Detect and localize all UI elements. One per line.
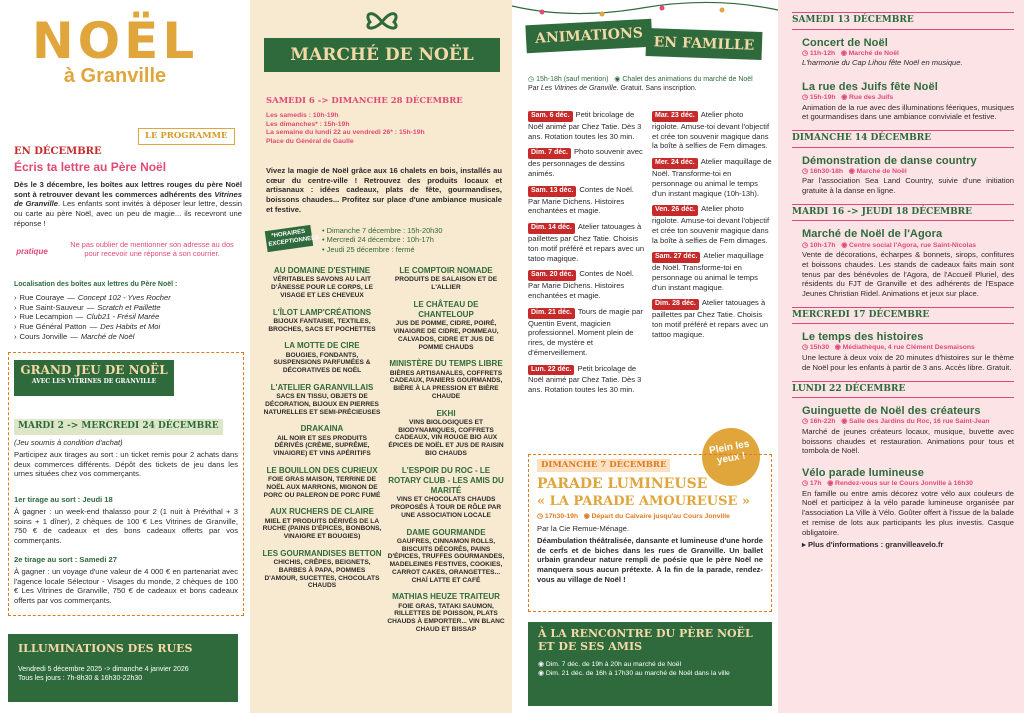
- illuminations-title: ILLUMINATIONS DES RUES: [18, 642, 193, 655]
- box-item: › Rue Général Patton — Des Habits et Moi: [14, 322, 161, 332]
- animation-text: Photo souvenir avec des personnages de dessins animés.: [528, 147, 643, 179]
- stall-desc: BIÈRES ARTISANALES, COFFRETS CADEAUX, PANIERS GOURMANDS, BIÈRE À LA PRESSION ET BIÈRE CHAUDE: [389, 369, 503, 400]
- info-by-pre: Par: [528, 84, 539, 92]
- info-by-italic: Les Vitrines de Granville: [540, 84, 617, 92]
- stall: [386, 466, 506, 520]
- stall-name: MINISTÈRE DU TEMPS LIBRE: [389, 359, 503, 369]
- marche-title: MARCHÉ DE NOËL: [290, 45, 474, 65]
- clock-icon: ◷: [537, 513, 543, 521]
- animation-text: Atelier photo rigolote. Amuse-toi devant l'objectif et crée ton souvenir magique dans la boîte à selfies de Fem dimages.: [652, 204, 770, 245]
- parade-place: Départ du Calvaire jusqu'au Cours Jonville: [591, 513, 730, 521]
- day-lun22: LUNDI 22 DÉCEMBRE: [792, 381, 1014, 399]
- box-item: › Rue Lecampion — Club21 - Frésil Marée: [14, 312, 160, 322]
- box-street: Rue Général Patton: [19, 322, 87, 332]
- jeu-dates: MARDI 2 -> MERCREDI 24 DÉCEMBRE: [14, 419, 223, 435]
- parade-date: DIMANCHE 7 DÉCEMBRE: [537, 459, 670, 472]
- illuminations-box: [8, 634, 238, 702]
- event-time: 16h-22h: [809, 418, 836, 426]
- programme-tag: LE PROGRAMME: [138, 128, 235, 145]
- event-meta: [802, 50, 1014, 59]
- schedule-item: Les samedis : 10h-19h: [266, 112, 339, 119]
- date-badge: Dim. 28 déc.: [652, 299, 699, 310]
- animation-text: Petit bricolage de Noël animé par Chez Tatie. Dès 3 ans. Rotation toutes les 30 min.: [528, 363, 642, 395]
- event-meta: [802, 344, 1014, 353]
- event-meta: [802, 480, 1014, 489]
- animations-banner-2: [646, 28, 763, 60]
- stall: [386, 409, 506, 458]
- box-street: Rue Saint-Sauveur: [19, 302, 84, 312]
- animation-item: [652, 298, 772, 339]
- box-shop: Des Habits et Moi: [100, 322, 161, 332]
- event-time: 11h-12h: [809, 49, 836, 57]
- pratique-badge: [12, 240, 52, 266]
- horaire-text: Mercredi 24 décembre : 10h-17h: [326, 235, 434, 245]
- event-title: Vélo parade lumineuse: [802, 466, 924, 479]
- event-title: Démonstration de danse country: [802, 154, 977, 167]
- stall: [386, 266, 506, 292]
- schedule-item: Les dimanches* : 15h-19h: [266, 120, 350, 128]
- animation-text: Atelier tatouages à paillettes par Chez Tatie. Choisis ton motif préféré et repars avec un tatoo magique.: [528, 222, 645, 263]
- horaire-item: • Mercredi 24 décembre : 10h-17h: [322, 235, 434, 245]
- pin-icon: ◉: [583, 513, 590, 521]
- date-badge: Mar. 23 déc.: [652, 111, 698, 122]
- date-badge: Mer. 24 déc.: [652, 158, 698, 169]
- event-meta: [802, 168, 1014, 177]
- horaires-tag: *HORAIRES EXCEPTIONNELS: [265, 225, 314, 253]
- logo-granville: à Granville: [63, 65, 167, 87]
- animation-text: Tours de magie par Quentin Event, magicien professionnel. Moment plein de rires, de mystère et d'émerveillement.: [528, 306, 643, 357]
- date-badge: Lun. 22 déc.: [528, 365, 574, 376]
- box-shop: Concept 102 - Yves Rocher: [77, 293, 171, 302]
- stall: [262, 341, 382, 375]
- stall-desc: BIJOUX FANTAISIE, TEXTILES, BROCHES, SACS ET POCHETTES: [268, 317, 376, 333]
- event-place: Rendez-vous sur le Cours Jonville à 16h30: [835, 480, 973, 488]
- jeu-title: GRAND JEU DE NOËL: [20, 363, 168, 377]
- info-place: Chalet des animations du marché de Noël: [622, 76, 753, 83]
- stalls-right: [386, 266, 506, 634]
- stall-name: L'ESPOIR DU ROC - LE ROTARY CLUB - LES AMIS DU MARITÉ: [388, 465, 504, 496]
- event-text: Animation de la rue avec des illuminations féeriques, musiques et gourmandises dans une ambiance conviviale et festive.: [802, 102, 1014, 122]
- parade-title-2: « LA PARADE AMOUREUSE »: [537, 493, 751, 509]
- pin-icon: ◉: [848, 167, 855, 175]
- pin-icon: ◉: [841, 94, 848, 102]
- pere-noel-box: [528, 622, 772, 706]
- event-title: Marché de Noël de l'Agora: [802, 228, 943, 241]
- logo: [30, 12, 200, 90]
- event-time: 10h-17h: [809, 241, 836, 249]
- stall-desc: AIL NOIR ET SES PRODUITS DÉRIVÉS (CRÈME, SUPRÊME, VINAIGRE) ET VINS APÉRITIFS: [273, 434, 371, 458]
- tirage2-text: À gagner : un voyage d'une valeur de 4 000 € en partenariat avec l'agence locale Sélectour - Visages du monde, 2 chèques de 100 € Les Vitrines de Granville, 750 € de cadeaux et bons cadeaux offerts par vos commerçants.: [14, 567, 238, 606]
- animations-right: [652, 110, 772, 340]
- pin-icon: ◉: [538, 669, 544, 677]
- stall-desc: PRODUITS DE SALAISON ET DE L'ALLIER: [394, 276, 498, 291]
- date-badge: Sam. 13 déc.: [528, 186, 576, 197]
- stall-name: LE CHÂTEAU DE CHANTELOUP: [413, 299, 479, 319]
- animation-item: [528, 185, 646, 216]
- date-badge: Sam. 6 déc.: [528, 111, 573, 122]
- parade-section: [528, 454, 772, 612]
- pin-icon: ◉: [538, 661, 544, 669]
- box-street: Rue Couraye: [19, 293, 65, 302]
- animation-text: Petit bricolage de Noël animé par Chez Tatie. Dès 3 ans. Rotation toutes les 30 min.: [528, 110, 642, 141]
- clock-icon: ◷: [802, 94, 808, 102]
- box-shop: Marché de Noël: [80, 331, 135, 341]
- pin-icon: ◉: [827, 480, 834, 488]
- animation-item: [528, 307, 646, 358]
- logo-noel: NOËL: [31, 12, 199, 70]
- clock-icon: ◷: [802, 344, 808, 352]
- column-intro: [0, 0, 250, 713]
- event-text: Une lecture à deux voix de 20 minutes d'histoires sur le thème de Noël pour les enfants à partir de 3 ans. Accès libre. Gratuit.: [802, 353, 1014, 372]
- animation-text: Contes de Noël. Par Marie Dichens. Histoires enchantées et magie.: [528, 269, 634, 300]
- info-arrow-icon: ▸: [802, 540, 806, 550]
- pin-icon: ◉: [834, 344, 841, 352]
- event-place: Médiathèque, 4 rue Clément Desmaisons: [842, 344, 975, 352]
- pin-icon: ◉: [841, 241, 848, 249]
- event-meta: [802, 418, 1014, 427]
- parade-title-1: PARADE LUMINEUSE: [537, 475, 708, 492]
- pratique-label: pratique: [16, 247, 48, 256]
- stall-name: LE BOUILLON DES CURIEUX: [266, 465, 378, 475]
- stall-desc: VINS ET CHOCOLATS CHAUDS PROPOSÉS À TOUR DE RÔLE PAR UNE ASSOCIATION LOCALE: [390, 496, 502, 519]
- info-by-post: . Gratuit. Sans inscription.: [616, 84, 697, 92]
- event-title: Le temps des histoires: [802, 331, 924, 344]
- date-badge: Dim. 14 déc.: [528, 223, 575, 234]
- stall: [262, 466, 382, 500]
- event-text: Vente de décorations, écharpes & bonnets, sirops, confitures et boissons chaudes. Les stands de cadeaux faits main sont tenus par des bénévoles de l'Agora, de l'Accueil Pluriel, des résidents du FJT de Granville et des adhérents de l'Espace Jeunes Christian Ridel. Animations et jeux sur place.: [802, 250, 1014, 299]
- illuminations-line1: Vendredi 5 décembre 2025 -> dimanche 4 janvier 2026: [18, 666, 189, 674]
- animations-title-1: ANIMATIONS: [534, 25, 644, 47]
- stall-desc: VÉRITABLES SAVONS AU LAIT D'ÂNESSE POUR LE CORPS, LE VISAGE ET LES CHEVEUX: [271, 276, 373, 299]
- stall: [262, 424, 382, 458]
- event-title: Concert de Noël: [802, 36, 888, 49]
- info-time: 15h-18h (sauf mention): [536, 76, 609, 83]
- stall-name: LE COMPTOIR NOMADE: [399, 266, 493, 275]
- box-street: Rue Lecampion: [19, 312, 73, 322]
- animation-item: [528, 269, 646, 300]
- stall: [386, 300, 506, 352]
- illuminations-line2: Tous les jours : 7h-8h30 & 16h30-22h30: [18, 675, 143, 683]
- pratique-text: Ne pas oublier de mentionner son adresse au dos pour recevoir une réponse à son courrier.: [70, 240, 234, 259]
- stall-desc: VINS BIOLOGIQUES ET BIODYNAMIQUES, COFFRETS CADEAUX, VIN ROUGE BIO AUX ÉPICES DE NOËL ET JUS DE RAISIN BIO CHAUDS: [388, 418, 504, 457]
- event-place: Rue des Juifs: [849, 94, 894, 102]
- box-shop: Club21 - Frésil Marée: [86, 312, 160, 322]
- column-events: [778, 0, 1024, 713]
- parade-by: Par la Cie Remue-Ménage.: [537, 524, 630, 534]
- column-animations: [512, 0, 778, 713]
- letter-title: Écris ta lettre au Père Noël: [14, 160, 167, 174]
- stall-desc: SACS EN TISSU, OBJETS DE DÉCORATION, BIJOUX EN PIERRES NATURELLES ET SEMI-PRÉCIEUSES: [263, 393, 381, 416]
- animations-banner-1: [525, 19, 652, 54]
- plus-info[interactable]: [802, 540, 1014, 550]
- stall-name: AUX RUCHERS DE CLAIRE: [269, 507, 374, 517]
- event-place: Marché de Noël: [848, 49, 899, 57]
- stall-desc: CHICHIS, CRÊPES, BEIGNETS, BARBES À PAPA, POMMES D'AMOUR, SUCETTES, CHOCOLATS CHAUDS: [264, 559, 380, 590]
- jeu-banner: [14, 360, 174, 396]
- date-badge: Sam. 20 déc.: [528, 270, 576, 281]
- animation-item: [528, 147, 646, 178]
- schedule-item: Place du Général de Gaulle: [266, 138, 354, 146]
- event-time: 15h-19h: [809, 94, 836, 102]
- animation-item: [652, 204, 772, 245]
- animation-text: Atelier photo rigolote. Amuse-toi devant l'objectif et crée ton souvenir magique dans la boîte à selfies de Fem dimages.: [652, 110, 770, 151]
- day-mer17: MERCREDI 17 DÉCEMBRE: [792, 307, 1014, 325]
- box-item: › Cours Jonville — Marché de Noël: [14, 331, 135, 341]
- pin-icon: ◉: [614, 76, 621, 83]
- date-badge: Dim. 7 déc.: [528, 148, 571, 159]
- column-marche: [250, 0, 512, 713]
- stall-desc: JUS DE POMME, CIDRE, POIRÉ, VINAIGRE DE CIDRE, POMMEAU, CALVADOS, CIDRE ET JUS DE POMME CHAUDS: [393, 320, 499, 351]
- boxes-title: Localisation des boîtes aux lettres du Père Noël :: [14, 281, 178, 288]
- event-time: 17h: [809, 480, 822, 488]
- event-meta: [802, 94, 1014, 103]
- event-meta: [802, 242, 1014, 251]
- animations-info: [528, 76, 776, 94]
- stall-name: AU DOMAINE D'ESTHINE: [273, 266, 371, 275]
- stall-name: DAME GOURMANDE: [406, 527, 486, 537]
- clock-icon: ◷: [802, 480, 808, 488]
- stall-name: MATHIAS HEUZE TRAITEUR: [392, 592, 500, 602]
- date-badge: Ven. 26 déc.: [652, 205, 698, 216]
- event-title: Guinguette de Noël des créateurs: [802, 405, 981, 418]
- marche-dates: SAMEDI 6 -> DIMANCHE 28 DÉCEMBRE: [266, 96, 463, 106]
- event-place: Marché de Noël: [856, 167, 907, 175]
- stall-name: LES GOURMANDISES BETTON: [262, 548, 382, 558]
- jeu-text: Participez aux tirages au sort : un ticket remis pour 2 achats dans deux commerces différents. Dépôt des tickets de jeu dans les urnes situées chez vos commerçants.: [14, 450, 238, 479]
- event-time: 15h30: [809, 344, 830, 352]
- horaire-item: • Dimanche 7 décembre : 15h-20h30: [322, 226, 443, 235]
- stall-name: EKHI: [436, 408, 456, 418]
- animation-item: [652, 157, 772, 198]
- box-street: Cours Jonville: [19, 331, 68, 341]
- event-place: Centre social l'Agora, rue Saint-Nicolas: [849, 241, 977, 249]
- pere-noel-title: À LA RENCONTRE DU PÈRE NOËL ET DE SES AMIS: [538, 627, 753, 653]
- stalls-left: [262, 266, 382, 590]
- pin-icon: ◉: [841, 418, 848, 426]
- box-shop: Scratch et Paillette: [97, 302, 161, 312]
- box-item: › Rue Couraye — Concept 102 - Yves Rocher: [14, 293, 171, 302]
- stall: [262, 383, 382, 417]
- schedule-item: La semaine du lundi 22 au vendredi 26* : 15h-19h: [266, 129, 425, 137]
- letter-text-rest: . Les enfants sont invités à déposer leur lettre, dessin ou carte au père Noël, avec un peu de magie... ils recevront une réponse !: [14, 199, 242, 228]
- event-text: En famille ou entre amis décorez votre vélo aux couleurs de Noël et participez à la vélo parade lumineuse organisée par l'association La Ville à Vélo. Goûter offert à l'issue de la balade et remise de lots aux participants les plus investis. Casque obligatoire.: [802, 488, 1014, 537]
- horaire-text: Jeudi 25 décembre : fermé: [326, 244, 415, 254]
- boxes-list: [14, 293, 244, 342]
- animation-text: Atelier maquillage de Noël. Transforme-toi en personnage ou animal le temps d'un instant magique (10h-13h).: [652, 157, 772, 198]
- animations-left: [528, 110, 646, 395]
- animation-text: Contes de Noël. Par Marie Dichens. Histoires enchantées et magie.: [528, 184, 634, 216]
- jeu-subtitle: AVEC LES VITRINES DE GRANVILLE: [31, 378, 157, 386]
- animation-item: [528, 110, 646, 141]
- animation-item: [528, 222, 646, 263]
- day-mar16: MARDI 16 -> JEUDI 18 DÉCEMBRE: [792, 204, 1014, 222]
- stall: [262, 308, 382, 334]
- horaire-text: Dimanche 7 décembre : 15h-20h30: [326, 226, 443, 235]
- clock-icon: ◷: [528, 76, 535, 83]
- animations-title-2: EN FAMILLE: [653, 34, 755, 54]
- animation-item: [652, 110, 772, 151]
- stall: [262, 507, 382, 541]
- letter-text-bold: Dès le 3 décembre, les boîtes aux lettres rouges du père Noël sont à retrouver devant les commerces adhérents des: [14, 180, 242, 199]
- animation-text: Atelier maquillage de Noël. Transforme-toi en personnage ou animal le temps d'un instant magique.: [652, 251, 764, 292]
- tirage2-title: 2e tirage au sort : Samedi 27: [14, 555, 117, 564]
- box-item: › Rue Saint-Sauveur — Scratch et Paillette: [14, 302, 161, 312]
- letter-text: [14, 180, 242, 229]
- clock-icon: ◷: [802, 241, 808, 249]
- bow-icon: [362, 8, 402, 36]
- pere-noel-l2-text: Dim. 21 déc. de 16h à 17h30 au marché de Noël dans la ville: [545, 669, 730, 677]
- clock-icon: ◷: [802, 49, 808, 57]
- stall-desc: BOUGIES, FONDANTS, SUSPENSIONS PARFUMÉES & DÉCORATIVES DE NOËL: [273, 351, 371, 375]
- event-text: Par l'association Sea Land Country, suivie d'une initiation gratuite à la danse en ligne.: [802, 176, 1014, 196]
- stall-name: LA MOTTE DE CIRE: [284, 341, 360, 351]
- pere-noel-line2: [538, 670, 762, 679]
- clock-icon: ◷: [802, 418, 808, 426]
- event-title: La rue des Juifs fête Noël: [802, 81, 938, 93]
- animation-item: [528, 364, 646, 395]
- marche-banner: [264, 38, 500, 72]
- jeu-condition: (Jeu soumis à condition d'achat): [14, 438, 123, 447]
- clock-icon: ◷: [802, 167, 808, 175]
- stall: [262, 266, 382, 300]
- day-sam13: SAMEDI 13 DÉCEMBRE: [792, 12, 1014, 30]
- stall-name: L'ATELIER GARANVILLAIS: [270, 382, 374, 392]
- stall-name: DRAKAINA: [300, 424, 344, 434]
- date-badge: Dim. 21 déc.: [528, 308, 575, 319]
- event-time: 16h30-18h: [809, 167, 844, 175]
- tirage1-text: À gagner : un week-end thalasso pour 2 (1 nuit à Prévithal + 3 soins + 1 dîner), 2 chèques de 100 € Les Vitrines de Granville, 750 € de cadeaux et des bons cadeaux offerts par vos commerçants.: [14, 507, 238, 546]
- events-wrap: [792, 12, 1014, 550]
- letter-text-italic: Vitrines de Granville: [14, 189, 242, 209]
- stall: [386, 592, 506, 633]
- pere-noel-l1-text: Dim. 7 déc. de 19h à 20h au marché de Noël: [545, 661, 682, 669]
- parade-text: Déambulation théâtralisée, dansante et lumineuse d'une horde de cerfs et de biches dans les rues de Granville. Un ballet urbain grandeur nature rempli de poésie que le père Noël ne manquera sous aucun prétexte. À la fin de la parade, rendez-vous au village de Noël !: [537, 535, 763, 584]
- tirage1-title: 1er tirage au sort : Jeudi 18: [14, 495, 113, 504]
- marche-schedule: [266, 112, 506, 147]
- day-dim14: DIMANCHE 14 DÉCEMBRE: [792, 130, 1014, 148]
- stall-desc: MIEL ET PRODUITS DÉRIVÉS DE LA RUCHE (PAINS D'ÉPICES, BONBONS, VINAIGRE ET BOUGIES): [262, 517, 382, 541]
- animation-item: [652, 251, 772, 292]
- date-badge: Sam. 27 déc.: [652, 252, 700, 263]
- marche-intro: Vivez la magie de Noël grâce aux 16 chalets en bois, installés au cœur du centre-ville ! Retrouvez des produits locaux et artisanaux : idées cadeaux, plats de fête, gourmandises, boissons chaudes... Profitez sur place d'une ambiance musicale et festive.: [266, 166, 502, 214]
- stall: [386, 528, 506, 585]
- stall-desc: GAUFRES, CINNAMON ROLLS, BISCUITS DÉCORÉS, PAINS D'ÉPICES, TRUFFES GOURMANDES, MADELEINES FESTIVES, COOKIES, CARROT CAKES, ORANGETTES... CHAÏ LATTE ET CAFÉ: [387, 537, 505, 584]
- pin-icon: ◉: [840, 49, 847, 57]
- stall: [386, 359, 506, 400]
- stall-desc: FOIE GRAS MAISON, TERRINE DE NOËL AUX MARRONS, MIGNON DE PORC OU PALERON DE PORC FUMÉ: [263, 476, 381, 499]
- plus-info-text: Plus d'informations : granvilleavelo.fr: [807, 540, 944, 550]
- decembre-label: EN DÉCEMBRE: [14, 146, 102, 157]
- pere-noel-line1: [538, 661, 762, 670]
- event-text: L'harmonie du Cap Lihou fête Noël en musique.: [802, 58, 963, 68]
- bubble-text: Plein les yeux !: [708, 438, 751, 467]
- stall: [262, 549, 382, 590]
- horaires-list: [322, 226, 443, 254]
- event-text: Marché de jeunes créateurs locaux, musique, buvette avec boissons chaudes et restauration. Animations pour tous et tombola de Noël.: [802, 426, 1014, 456]
- event-place: Salle des Jardins du Roc, 16 rue Saint-Jean: [849, 418, 990, 426]
- horaire-item: • Jeudi 25 décembre : fermé: [322, 244, 415, 254]
- stall-desc: FOIE GRAS, TATAKI SAUMON, RILLETTES DE POISSON, PLATS CHAUDS À EMPORTER... VIN BLANC CHAUD ET BISSAP: [387, 602, 505, 634]
- stall-name: L'ÎLOT LAMP'CRÉATIONS: [272, 307, 372, 317]
- parade-time: 17h30-19h: [544, 513, 579, 521]
- animation-text: Atelier tatouages à paillettes par Chez Tatie. Choisis ton motif préféré et repars avec un tattoo magique.: [652, 298, 769, 339]
